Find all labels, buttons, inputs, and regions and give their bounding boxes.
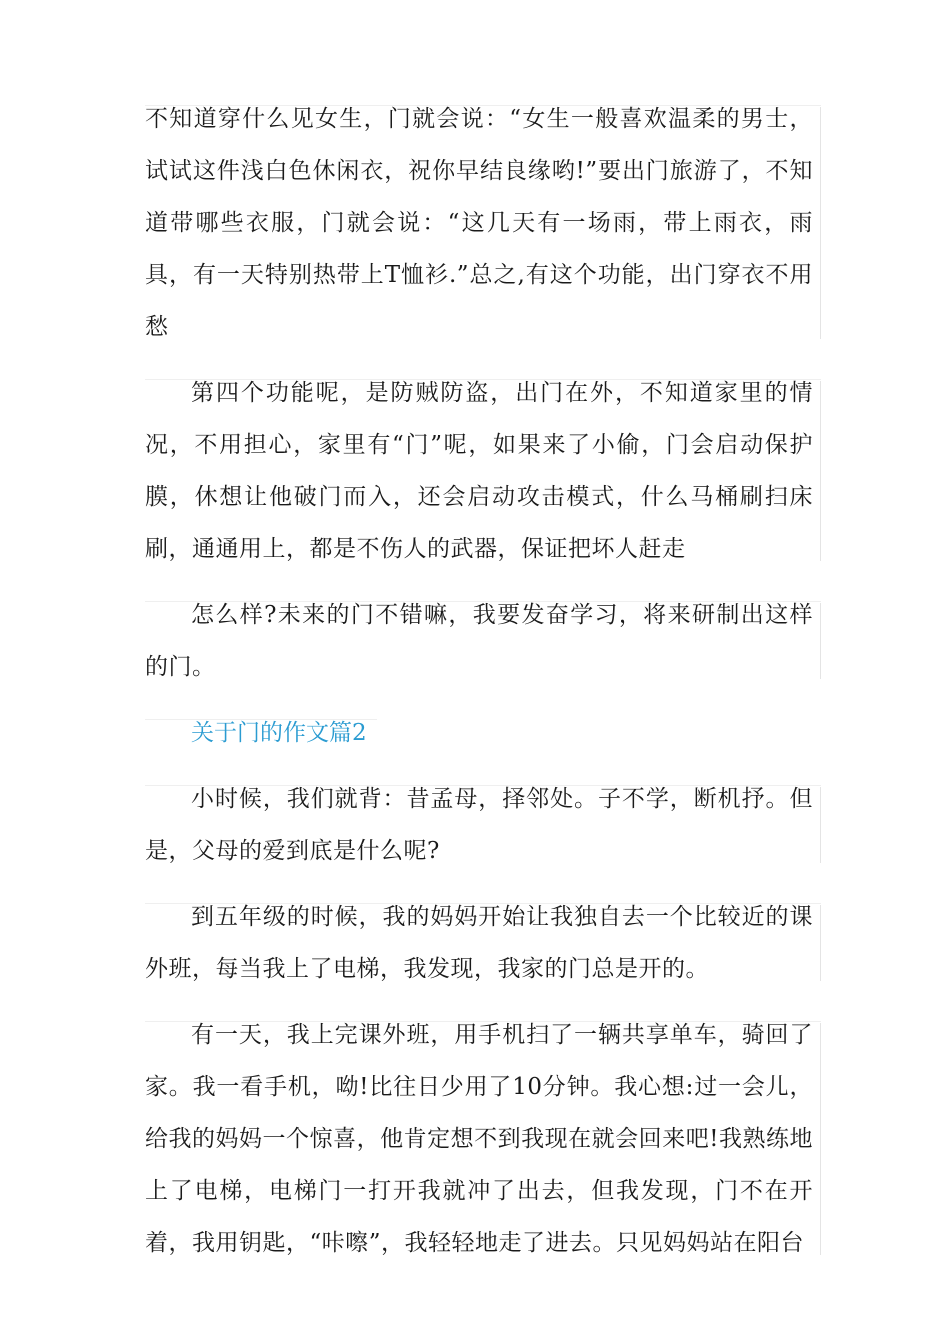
paragraph-fifth-grade: 到五年级的时候，我的妈妈开始让我独自去一个比较近的课外班，每当我上了电梯，我发现，我家的门总是开的。 bbox=[145, 891, 813, 995]
paragraph-fourth-function: 第四个功能呢，是防贼防盗，出门在外，不知道家里的情况，不用担心，家里有“门”呢，如果来了小偷，门会启动保护膜，休想让他破门而入，还会启动攻击模式，什么马桶刷扫床刷，通通用上，都是不伤人的武器，保证把坏人赶走 bbox=[145, 367, 813, 575]
paragraph-conclusion: 怎么样?未来的门不错嘛，我要发奋学习，将来研制出这样的门。 bbox=[145, 589, 813, 693]
paragraph-continued: 不知道穿什么见女生，门就会说：“女生一般喜欢温柔的男士，试试这件浅白色休闲衣，祝你早结良缘哟!”要出门旅游了，不知道带哪些衣服，门就会说：“这几天有一场雨，带上雨衣，雨具，有一天特别热带上T恤衫.”总之,有这个功能，出门穿衣不用愁 bbox=[145, 93, 813, 353]
section-heading: 关于门的作文篇2 bbox=[145, 707, 813, 759]
paragraph-one-day: 有一天，我上完课外班，用手机扫了一辆共享单车，骑回了家。我一看手机，呦!比往日少用了10分钟。我心想:过一会儿，给我的妈妈一个惊喜，他肯定想不到我现在就会回来吧!我熟练地上了电梯，电梯门一打开我就冲了出去，但我发现，门不在开着，我用钥匙，“咔嚓”，我轻轻地走了进去。只见妈妈站在阳台 bbox=[145, 1009, 813, 1269]
paragraph-childhood: 小时候，我们就背：昔孟母，择邻处。子不学，断机抒。但是，父母的爱到底是什么呢? bbox=[145, 773, 813, 877]
document-page bbox=[145, 93, 813, 1283]
